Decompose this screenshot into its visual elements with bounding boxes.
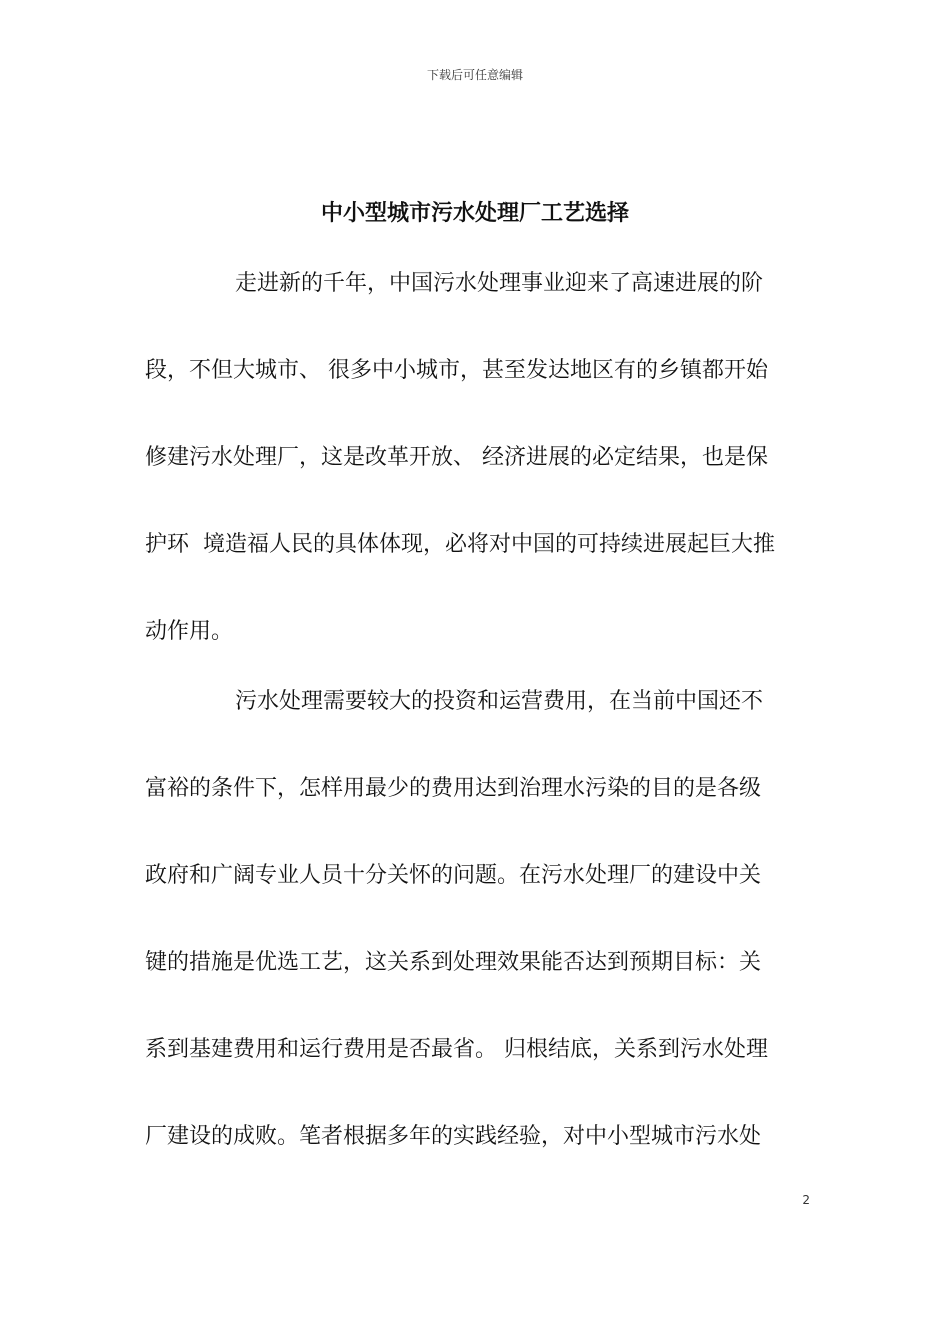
paragraph-line: 修建污水处理厂，这是改革开放、 经济进展的必定结果，也是保 — [145, 445, 768, 470]
paragraph-line: 段，不但大城市、 很多中小城市，甚至发达地区有的乡镇都开始 — [145, 358, 768, 383]
paragraph-line: 系到基建费用和运行费用是否最省。 归根结底，关系到污水处理 — [145, 1037, 768, 1062]
paragraph-line: 政府和广阔专业人员十分关怀的问题。在污水处理厂的建设中关 — [145, 863, 762, 888]
paragraph-line: 动作用。 — [145, 619, 234, 644]
paragraph-line: 污水处理需要较大的投资和运营费用，在当前中国还不 — [235, 689, 764, 714]
paragraph-line: 键的措施是优选工艺，这关系到处理效果能否达到预期目标：关 — [145, 950, 762, 975]
document-title: 中小型城市污水处理厂工艺选择 — [320, 201, 629, 226]
page-number: 2 — [802, 1193, 810, 1207]
paragraph-line: 厂建设的成败。笔者根据多年的实践经验，对中小型城市污水处 — [145, 1124, 762, 1149]
paragraph-line: 护环 境造福人民的具体体现，必将对中国的可持续进展起巨大推 — [145, 532, 775, 557]
paragraph-line: 走进新的千年，中国污水处理事业迎来了高速进展的阶 — [235, 271, 764, 296]
header-note: 下载后可任意编辑 — [426, 68, 523, 82]
paragraph-line: 富裕的条件下，怎样用最少的费用达到治理水污染的目的是各级 — [145, 776, 762, 801]
